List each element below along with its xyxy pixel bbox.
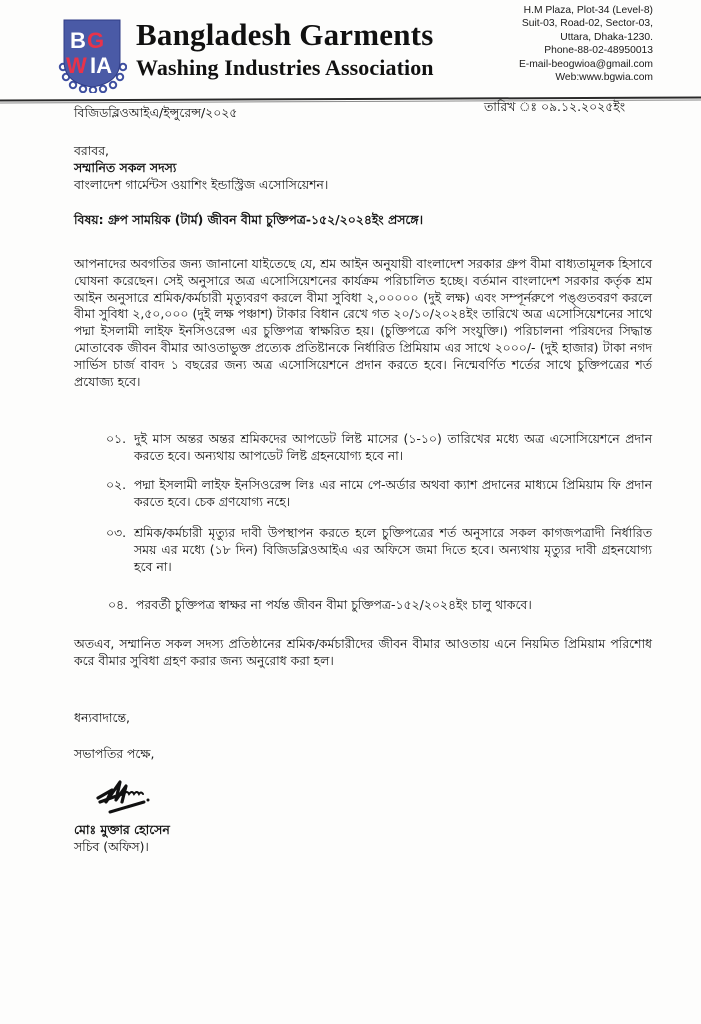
recipient-organization: বাংলাদেশ গার্মেন্টস ওয়াশিং ইন্ডাস্ট্রিজ এসোসিয়েশন।	[74, 177, 329, 192]
subject-line: বিষয়: গ্রুপ সাময়িক (টার্ম) জীবন বীমা চুক্তিপত্র-১৫২/২০২৪ইং প্রসঙ্গে।	[74, 212, 424, 227]
signature	[92, 772, 154, 816]
condition-text: পরবর্তী চুক্তিপত্র স্বাক্ষর না পর্যন্ত জীবন বীমা চুক্তিপত্র-১৫২/২০২৪ইং চালু থাকবে।	[136, 597, 532, 612]
letter-date: তারিখ ঃ ০৯.১২.২০২৫ইং	[484, 99, 626, 114]
condition-number: ০২.	[106, 477, 127, 492]
salutation: বরাবর,	[74, 143, 109, 158]
svg-text:W: W	[66, 53, 87, 78]
body-paragraph-2: অতএব, সম্মানিত সকল সদস্য প্রতিষ্ঠানের শ্রমিক/কর্মচারীদের জীবন বীমার আওতায় এনে নিয়মিত প্রিমিয়াম পরিশোধ করে বীমার সুবিধা গ্রহণ করার জন্য অনুরোধ করা হল।	[74, 636, 652, 668]
condition-item	[106, 524, 652, 575]
condition-number: ০৩.	[106, 525, 127, 540]
condition-item	[106, 476, 652, 510]
condition-item	[108, 596, 654, 613]
condition-number: ০৪.	[108, 597, 129, 612]
address-line: Suit-03, Road-02, Sector-03,	[521, 18, 653, 30]
on-behalf-of: সভাপতির পক্ষে,	[74, 746, 155, 761]
svg-text:IA: IA	[90, 53, 112, 78]
body-paragraph-1: আপনাদের অবগতির জন্য জানানো যাইতেছে যে, শ্রম আইন অনুযায়ী বাংলাদেশ সরকার গ্রুপ বীমা বাধ্যতামূলক হিসাবে ঘোষনা করেছেন। সেই অনুসারে অত্র এসোসিয়েশনের কার্যক্রম পরিচালিত হচ্ছে। বর্তমান বাংলাদেশ সরকার কর্তৃক শ্রম আইন অনুসারে শ্রমিক/কর্মচারী মৃত্যুবরণ করলে বীমা সুবিধা ২,০০০০০ (দুই লক্ষ) এবং সম্পূর্নরুপে পঙ্গুতবরণ করলে বীমা সুবিধা ২,৫০,০০০ (দুই লক্ষ পঞ্চাশ) টাকার বিধান রেখে গত ২০/১০/২০২৪ইং তারিখে অত্র এসোসিয়েশনের সাথে পদ্মা ইসলামী লাইফ ইনসিওরেন্স এর চুক্তিপত্র স্বাক্ষরিত হয়। (চুক্তিপত্রে কপি সংযুক্তি।) পরিচালনা পরিষদের সিদ্ধান্ত মোতাবেক জীবন বীমার আওতাভুক্ত প্রত্যেক প্রতিষ্টানকে নির্ধারিত প্রিমিয়াম এর সাথে ২০০০/- (দুই হাজার) টাকা নগদ সার্ভিস চার্জ বাবদ ১ বছরের জন্য অত্র এসোসিয়েশনে প্রদান করতে হবে। নিন্মেবর্ণিত শর্তের সাথে চুক্তিপত্রের শর্ত প্রযোজ্য হবে।	[74, 256, 652, 389]
svg-text:B: B	[70, 28, 86, 53]
address-line: Uttara, Dhaka-1230.	[560, 31, 653, 43]
signer-name: মোঃ মুক্তার হোসেন	[74, 822, 170, 837]
address-block	[519, 4, 653, 84]
reference-number: বিজিডব্লিওআইএ/ইন্সুরেন্স/২০২৫	[74, 105, 238, 120]
email: E-mail-beogwioa@gmail.com	[518, 58, 653, 70]
condition-item	[106, 430, 652, 464]
condition-text: পদ্মা ইসলামী লাইফ ইনসিওরেন্স লিঃ এর নামে পে-অর্ডার অথবা ক্যাশ প্রদানের মাধ্যমে প্রিমিয়াম ফি প্রদান করতে হবে। চেক গ্রণযোগ্য নহে।	[134, 477, 652, 509]
closing: ধন্যবাদান্তে,	[74, 710, 130, 725]
organization-name	[136, 17, 434, 82]
website: Web:www.bgwia.com	[555, 72, 653, 84]
condition-text: দুই মাস অন্তর অন্তর শ্রমিকদের আপডেট লিষ্ট মাসের (১-১০) তারিখের মধ্যে অত্র এসোসিয়েশনে প্রদান করতে হবে। অন্যথায় আপডেট লিষ্ট গ্রহনযোগ্য হবে না।	[134, 431, 652, 463]
recipient: সম্মানিত সকল সদস্য	[74, 160, 177, 175]
address-line: H.M Plaza, Plot-34 (Level-8)	[523, 5, 653, 16]
condition-text: শ্রমিক/কর্মচারী মৃত্যুর দাবী উপস্থাপন করতে হলে চুক্তিপত্রের শর্ত অনুসারে সকল কাগজপত্রাদী নির্ধারিত সময় এর মধ্যে (১৮ দিন) বিজিডব্লিওআইএ এর অফিসে জমা দিতে হবে। অন্যথায় মৃত্যুর দাবী গ্রহনযোগ্য হবে না।	[134, 525, 652, 574]
org-name-line1: Bangladesh Garments	[136, 17, 434, 52]
signer-title: সচিব (অফিস)।	[74, 839, 149, 854]
bgwia-logo	[57, 17, 127, 93]
svg-text:G: G	[87, 28, 105, 53]
condition-number: ০১.	[106, 431, 127, 446]
org-name-line2: Washing Industries Association	[136, 55, 434, 80]
phone: Phone-88-02-48950013	[544, 45, 653, 57]
